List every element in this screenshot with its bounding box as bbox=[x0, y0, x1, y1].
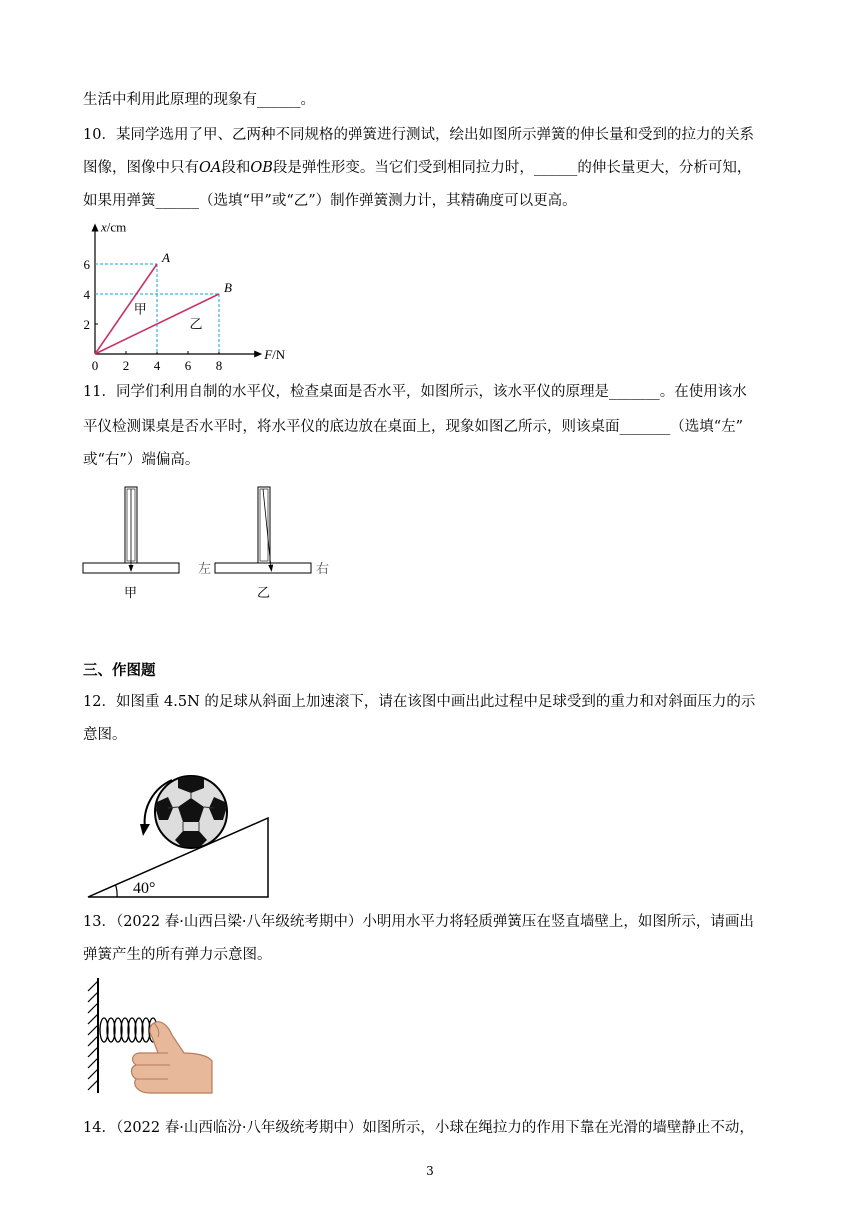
x-axis-arrow-icon bbox=[254, 351, 262, 358]
rotation-arrowhead-icon bbox=[140, 824, 150, 836]
series-label-yi: 乙 bbox=[189, 316, 203, 332]
q14-line1: 14．（2022 春·山西临汾·八年级统考期中）如图所示，小球在绳拉力的作用下靠在光滑的墙壁静止不动， bbox=[83, 1120, 754, 1136]
wall-icon bbox=[88, 978, 98, 1093]
q13-line2: 弹簧产生的所有弹力示意图。 bbox=[83, 947, 272, 963]
angle-label: 40° bbox=[133, 880, 156, 897]
page-number: 3 bbox=[426, 1164, 434, 1178]
q12-line2: 意图。 bbox=[83, 727, 127, 743]
q10-segment-ob: OB bbox=[250, 160, 273, 176]
q11-line1: 11．同学们利用自制的水平仪，检查桌面是否水平，如图所示，该水平仪的原理是_______。在使用该水 bbox=[83, 384, 747, 400]
y-tick-label: 4 bbox=[83, 287, 90, 302]
q9-tail-text: 生活中利用此原理的现象有______。 bbox=[83, 92, 315, 108]
q12-line1: 12．如图重 4.5N 的足球从斜面上加速滚下，请在该图中画出此过程中足球受到的重力和对斜面压力的示 bbox=[83, 694, 756, 710]
q11-line3: 或“右”）端偏高。 bbox=[83, 452, 200, 468]
fig-label-jia: 甲 bbox=[124, 585, 138, 600]
soccer-ball-icon bbox=[155, 776, 227, 848]
q10-line2-part-a: 图像，图像中只有 bbox=[83, 160, 199, 176]
x-tick-label: 2 bbox=[122, 358, 130, 373]
y-tick-label: 2 bbox=[83, 317, 90, 332]
point-label-a: A bbox=[162, 250, 170, 265]
right-side-label: 右 bbox=[316, 561, 330, 576]
spring-extension-chart bbox=[80, 215, 286, 375]
spring-wall-figure bbox=[80, 975, 220, 1095]
x-tick-label: 8 bbox=[215, 358, 223, 373]
section-title: 三、作图题 bbox=[83, 663, 156, 679]
q10-line3: 如果用弹簧______（选填“甲”或“乙”）制作弹簧测力计，其精确度可以更高。 bbox=[83, 193, 577, 209]
q10-line2-part-b: 段和 bbox=[221, 160, 251, 176]
y-axis-arrow-icon bbox=[92, 224, 99, 232]
q13-line1: 13．（2022 春·山西吕梁·八年级统考期中）小明用水平力将轻质弹簧压在竖直墙壁上，如图所示，请画出 bbox=[83, 914, 754, 930]
series-label-jia: 甲 bbox=[133, 301, 147, 317]
q11-line2: 平仪检测课桌是否水平时，将水平仪的底边放在桌面上，现象如图乙所示，则该桌面_______（选填“左” bbox=[83, 419, 744, 435]
left-side-label: 左 bbox=[198, 561, 212, 576]
x-tick-label: 0 bbox=[91, 358, 99, 373]
q10-line2-part-c: 段是弹性形变。当它们受到相同拉力时，______的伸长量更大，分析可知， bbox=[272, 160, 752, 176]
q10-line1: 10．某同学选用了甲、乙两种不同规格的弹簧进行测试，绘出如图所示弹簧的伸长量和受到的拉力的关系 bbox=[83, 127, 754, 143]
y-axis-label: x/cm bbox=[101, 219, 127, 235]
series-line-jia bbox=[95, 264, 157, 354]
fig-label-yi: 乙 bbox=[257, 585, 271, 600]
x-axis-label: F/N bbox=[264, 347, 286, 362]
x-tick-label: 6 bbox=[184, 358, 192, 373]
y-tick-label: 6 bbox=[83, 257, 90, 272]
soccer-ball-slope-figure bbox=[80, 760, 280, 902]
level-jia bbox=[83, 487, 179, 573]
x-tick-label: 4 bbox=[153, 358, 161, 373]
point-label-b: B bbox=[224, 280, 232, 295]
level-yi bbox=[215, 487, 311, 573]
q10-segment-oa: OA bbox=[199, 160, 222, 176]
level-instrument-figure bbox=[80, 480, 340, 605]
spring-icon bbox=[100, 1018, 157, 1042]
q10-line2 bbox=[83, 158, 751, 178]
